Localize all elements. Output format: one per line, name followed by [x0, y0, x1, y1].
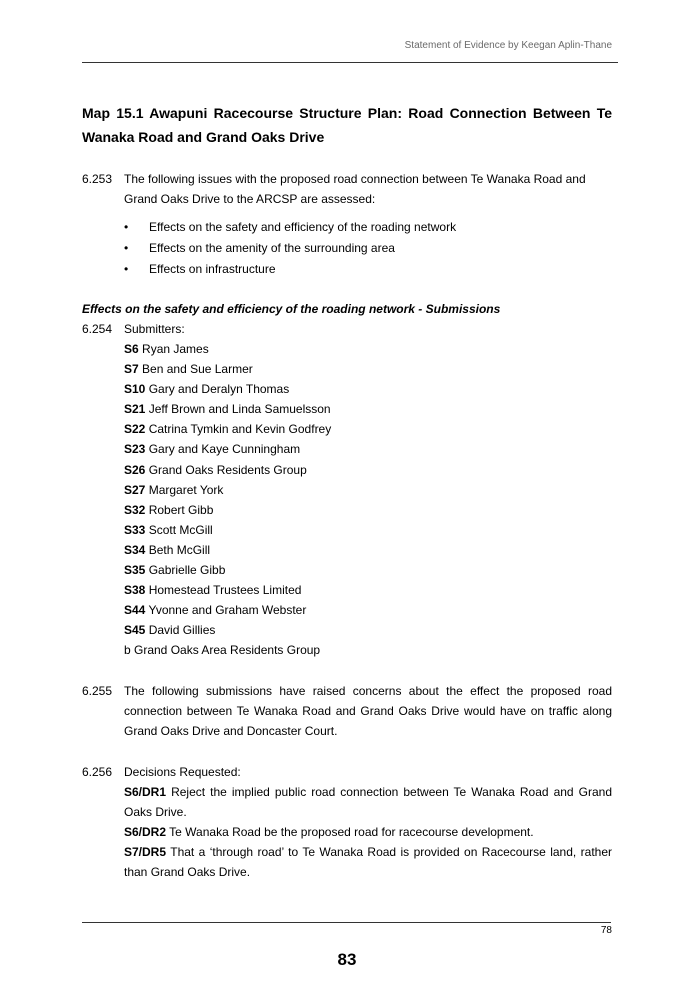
header-rule	[82, 62, 618, 63]
list-item: S21 Jeff Brown and Linda Samuelsson	[124, 402, 331, 417]
list-item: S33 Scott McGill	[124, 522, 213, 537]
list-item: b Grand Oaks Area Residents Group	[124, 643, 321, 658]
paragraph-6-254	[82, 319, 612, 339]
decisions-list	[124, 782, 612, 882]
paragraph-6-255	[82, 681, 612, 741]
bullet-icon: •	[124, 241, 129, 255]
list-item: S26 Grand Oaks Residents Group	[124, 462, 307, 477]
list-item: • Effects on infrastructure	[124, 259, 456, 280]
list-item: S22 Catrina Tymkin and Kevin Godfrey	[124, 422, 332, 437]
list-item: S34 Beth McGill	[124, 542, 211, 557]
paragraph-number: 6.256	[82, 765, 113, 779]
decisions-label: Decisions Requested:	[124, 765, 241, 779]
paragraph-text: The following submissions have raised concerns about the effect the proposed road connection between Te Wanaka Road and Grand Oaks Drive would have on traffic along Grand Oaks Drive and Doncaster Court.	[124, 684, 612, 738]
list-item: S6/DR2 Te Wanaka Road be the proposed road for racecourse development.	[124, 825, 534, 839]
running-header: Statement of Evidence by Keegan Aplin-Thane	[404, 40, 612, 51]
section-title: Map 15.1 Awapuni Racecourse Structure Plan: Road Connection Between Te Wanaka Road and Grand Oaks Drive	[82, 105, 612, 145]
list-item: • Effects on the amenity of the surrounding area	[124, 238, 456, 259]
subsection-heading: Effects on the safety and efficiency of the roading network - Submissions	[82, 302, 501, 316]
page-number: 78	[600, 925, 612, 936]
issues-list	[124, 217, 456, 280]
paragraph-number: 6.255	[82, 684, 113, 698]
list-item: S27 Margaret York	[124, 482, 224, 497]
list-item: S45 David Gillies	[124, 623, 216, 638]
submitters-label: Submitters:	[124, 322, 185, 336]
list-item: S38 Homestead Trustees Limited	[124, 583, 302, 598]
list-item: S32 Robert Gibb	[124, 502, 214, 517]
list-item: S6 Ryan James	[124, 342, 209, 356]
list-item: S6/DR1 Reject the implied public road connection between Te Wanaka Road and Grand Oaks Drive.	[124, 785, 612, 819]
bullet-icon: •	[124, 220, 129, 234]
list-item: S7 Ben and Sue Larmer	[124, 362, 253, 377]
paragraph-6-256	[82, 762, 612, 782]
document-page-number: 83	[337, 950, 357, 969]
list-item: S35 Gabrielle Gibb	[124, 563, 226, 578]
list-item: S10 Gary and Deralyn Thomas	[124, 382, 290, 397]
list-item: • Effects on the safety and efficiency of the roading network	[124, 217, 456, 238]
footer-rule	[82, 922, 611, 923]
submitters-list	[124, 339, 331, 661]
bullet-icon: •	[124, 262, 129, 276]
list-item: S23 Gary and Kaye Cunningham	[124, 442, 301, 457]
paragraph-6-253	[82, 169, 612, 209]
list-item: S44 Yvonne and Graham Webster	[124, 603, 307, 618]
paragraph-text: The following issues with the proposed road connection between Te Wanaka Road and Grand Oaks Drive to the ARCSP are assessed:	[124, 172, 586, 206]
list-item: S7/DR5 That a ‘through road’ to Te Wanaka Road is provided on Racecourse land, rather than Grand Oaks Drive.	[124, 845, 612, 879]
paragraph-number: 6.254	[82, 322, 113, 336]
paragraph-number: 6.253	[82, 172, 113, 186]
